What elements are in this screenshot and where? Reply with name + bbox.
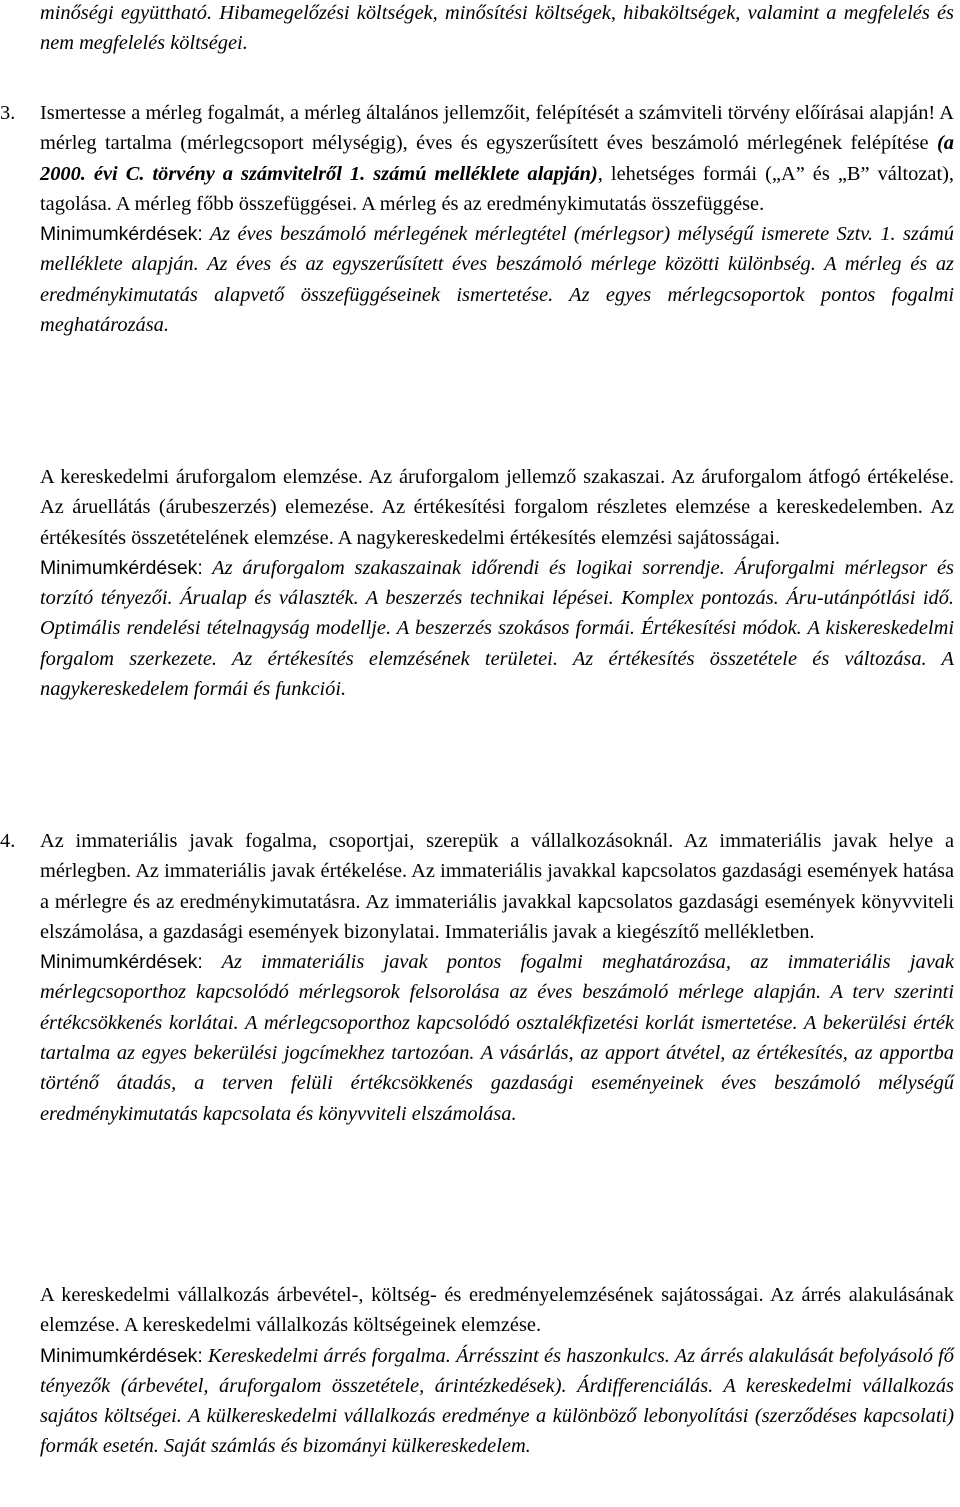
section-4-trade-minimum (40, 1341, 954, 1462)
section-3-trade-minimum (40, 553, 954, 704)
minimum-text: Az immateriális javak pontos fogalmi meghatározása, az immateriális javak mérlegcsoporthoz kapcsolódó mérlegsorok felsorolása az éves beszámoló mérlege alapján. A terv szerinti értékcsökkenés korlátai. A mérlegcsoporthoz kapcsolódó osztalékfizetési korlát ismertetése. A bekerülési érték tartalma az egyes bekerülési jogcímekhez tartozóan. A vásárlás, az apport átvétel, az értékesítés, az apportba történő átadás, a terven felüli értékcsökkenés gazdasági eseményeinek éves beszámoló mélységű eredménykimutatás kapcsolata és könyvviteli elszámolása. (40, 951, 954, 1125)
minimum-label: Minimumkérdések: (40, 951, 203, 974)
section-4-topic: Az immateriális javak fogalma, csoportjai, szerepük a vállalkozásoknál. Az immateriális javak helye a mérlegben. Az immateriális javak értékelése. Az immateriális javakkal kapcsolatos gazdasági események hatása a mérlegre és az eredménykimutatásra. Az immateriális javakkal kapcsolatos gazdasági események könyvviteli elszámolása, a gazdasági események bizonylatai. Immateriális javak a kiegészítő mellékletben. (40, 830, 954, 943)
minimum-text: Az éves beszámoló mérlegének mérlegtétel (mérlegsor) mélységű ismerete Sztv. 1. számú melléklete alapján. Az éves és az egyszerűsített éves beszámoló mérlege közötti különbség. A mérleg és az eredménykimutatás alapvető összefüggéseinek ismertetése. Az egyes mérlegcsoportok pontos fogalmi meghatározása. (40, 223, 954, 337)
section-4-minimum-questions (40, 947, 954, 1129)
minimum-label: Minimumkérdések: (40, 556, 203, 579)
section-4-trade-topic: A kereskedelmi vállalkozás árbevétel-, költség- és eredményelemzésének sajátosságai. Az árrés alakulásának elemzése. A kereskedelmi vállalkozás költségeinek elemzése. (40, 1284, 954, 1337)
section-3-topic-a: Ismertesse a mérleg fogalmát, a mérleg általános jellemzőit, felépítését a számviteli törvény előírásai alapján! A mérleg tartalma (mérlegcsoport mélységig), éves és egyszerűsített éves beszámoló mérlegének felépítése (40, 102, 954, 155)
minimum-text: Kereskedelmi árrés forgalma. Árrésszint és haszonkulcs. Az árrés alakulását befolyásoló fő tényezők (árbevétel, áruforgalom összetétele, árintézkedések). Árdifferenciálás. A kereskedelmi vállalkozás sajátos költségei. A külkereskedelmi vállalkozás eredménye a különböző lebonyolítási (szerződéses kapcsolati) formák esetén. Saját számlás és bizományi külkereskedelem. (40, 1344, 954, 1458)
section-3-part-2 (40, 462, 954, 704)
intro-text: minőségi együttható. Hibamegelőzési költségek, minősítési költségek, hibaköltségek, valamint a megfelelés és nem megfelelés költségei. (40, 2, 954, 55)
section-3-topic-c: , lehetséges formái („A” és „B” változat), tagolása. A mérleg főbb összefüggései. A mérleg és az eredménykimutatás összefüggése. (40, 162, 954, 215)
minimum-text: Az áruforgalom szakaszainak időrendi és logikai sorrendje. Áruforgalmi mérlegsor és torzító tényezői. Árualap és választék. A beszerzés technikai lépései. Komplex pontozás. Áru-utánpótlási idő. Optimális rendelési tételnagyság modellje. A beszerzés szokásos formái. Értékesítési módok. A kiskereskedelmi forgalom szerkezete. Az értékesítés elemzésének területei. Az értékesítés összetétele és változása. A nagykereskedelem formái és funkciói. (40, 556, 954, 701)
section-4-part-2 (40, 1280, 954, 1462)
section-4-number: 4. (0, 830, 16, 852)
section-3-topic-law-ref: (a 2000. évi C. törvény a számvitelről 1. számú melléklete alapján) (40, 132, 954, 185)
minimum-label: Minimumkérdések: (40, 1344, 203, 1367)
section-4 (0, 826, 954, 1129)
section-3-number: 3. (0, 102, 16, 124)
section-3-topic (40, 98, 954, 219)
section-3-trade-topic: A kereskedelmi áruforgalom elemzése. Az áruforgalom jellemző szakaszai. Az áruforgalom átfogó értékelése. Az áruellátás (árubeszerzés) elemezése. Az értékesítési forgalom részletes elemzése a kereskedelemben. Az értékesítés összetételének elemzése. A nagykereskedelmi értékesítés elemzési sajátosságai. (40, 466, 954, 549)
minimum-label: Minimumkérdések: (40, 223, 203, 246)
section-3-minimum-questions (40, 219, 954, 340)
section-3 (0, 98, 954, 340)
